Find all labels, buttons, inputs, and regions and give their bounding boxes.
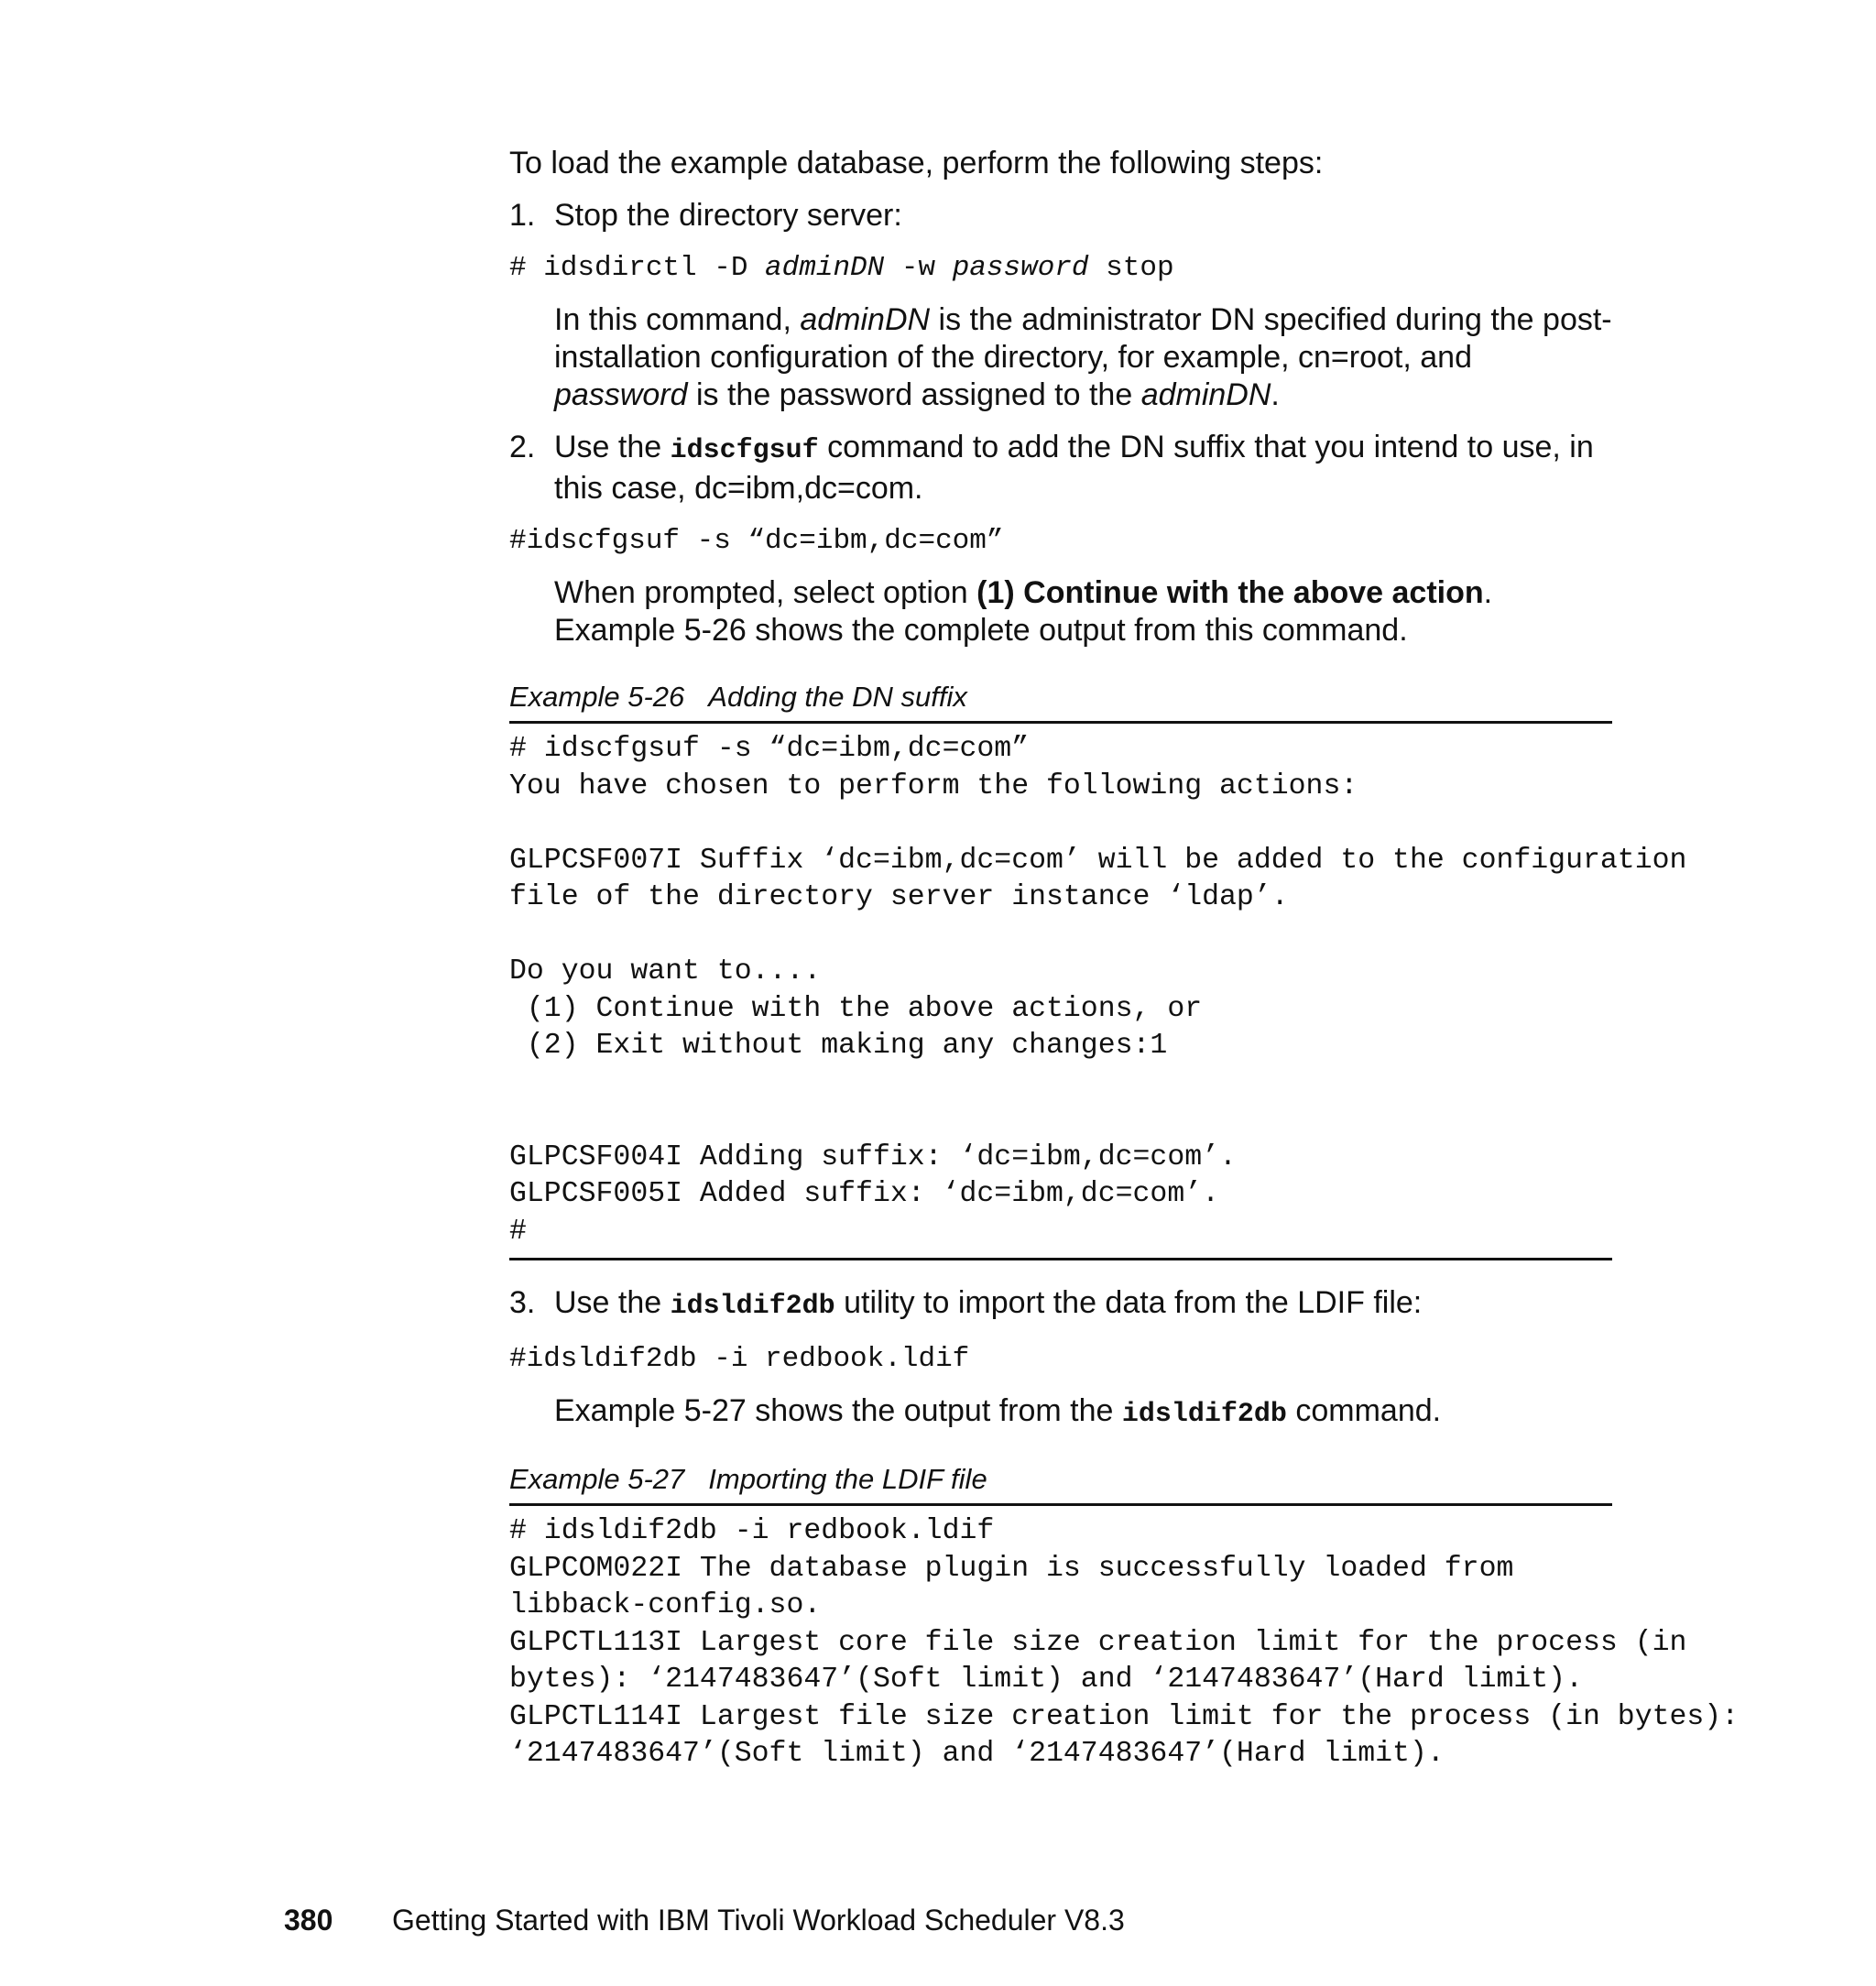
page-footer bbox=[284, 1902, 1125, 1938]
example-code-block: # idsldif2db -i redbook.ldif GLPCOM022I The database plugin is successfully loaded from libback-config.so. GLPCTL113I Largest core file size creation limit for the process (in bytes): ‘2147483647’(Soft limit) and ‘2147483647’(Hard limit). GLPCTL114I Largest file size creation limit for the process (in bytes): ‘2147483647’(Soft limit) and ‘2147483647’(Hard limit). bbox=[509, 1515, 1740, 1770]
main-column bbox=[509, 145, 1740, 1781]
example-caption: Example 5-27 Importing the LDIF file bbox=[509, 1463, 987, 1495]
step-1-explanation: In this command, adminDN is the administrator DN specified during the post-installation configuration of the directory, for example, cn=root, and password is the password assigned to the adminDN. bbox=[554, 302, 1612, 412]
stop-command: # idsdirctl -D adminDN -w password stop bbox=[509, 252, 1174, 284]
example-code-block: # idscfgsuf -s “dc=ibm,dc=com” You have chosen to perform the following actions: GLPCSF007I Suffix ‘dc=ibm,dc=com’ will be added to the configuration file of the directory server instance ‘ldap’. Do you want to.... (1) Continue with the above actions, or (2) Exit without making any changes:1 GLPCSF004I Adding suffix: ‘dc=ibm,dc=com’. GLPCSF005I Added suffix: ‘dc=ibm,dc=com’. # bbox=[509, 733, 1687, 1248]
step-3: 3. Use the idsldif2db utility to import the data from the LDIF file: bbox=[509, 1285, 1423, 1322]
example-bottom-rule bbox=[509, 1258, 1612, 1260]
idscfgsuf-command: #idscfgsuf -s “dc=ibm,dc=com” bbox=[509, 525, 1004, 557]
command-name: idscfgsuf bbox=[670, 435, 819, 466]
command-arg-admindn: adminDN bbox=[765, 252, 885, 284]
step-number: 3. bbox=[509, 1285, 536, 1320]
step-2-note: When prompted, select option (1) Continue with the above action. Example 5-26 shows the complete output from this command. bbox=[554, 575, 1493, 648]
step-2: 2. Use the idscfgsuf command to add the DN suffix that you intend to use, in this case, dc=ibm,dc=com. bbox=[509, 430, 1594, 506]
command-name: idsldif2db bbox=[670, 1291, 835, 1322]
page-number: 380 bbox=[284, 1904, 333, 1937]
step-1 bbox=[509, 197, 1612, 235]
step-number: 2. bbox=[509, 430, 536, 464]
book-title: Getting Started with IBM Tivoli Workload Scheduler V8.3 bbox=[392, 1904, 1125, 1937]
intro-paragraph: To load the example database, perform the following steps: bbox=[509, 146, 1324, 180]
step-text: Stop the directory server: bbox=[554, 198, 902, 233]
step-3-note: Example 5-27 shows the output from the idsldif2db command. bbox=[554, 1393, 1442, 1430]
step-number: 1. bbox=[509, 198, 536, 233]
command-name: idsldif2db bbox=[1121, 1399, 1287, 1430]
example-caption: Example 5-26 Adding the DN suffix bbox=[509, 681, 967, 713]
command-arg-password: password bbox=[952, 252, 1089, 284]
idsldif2db-command: #idsldif2db -i redbook.ldif bbox=[509, 1343, 970, 1375]
